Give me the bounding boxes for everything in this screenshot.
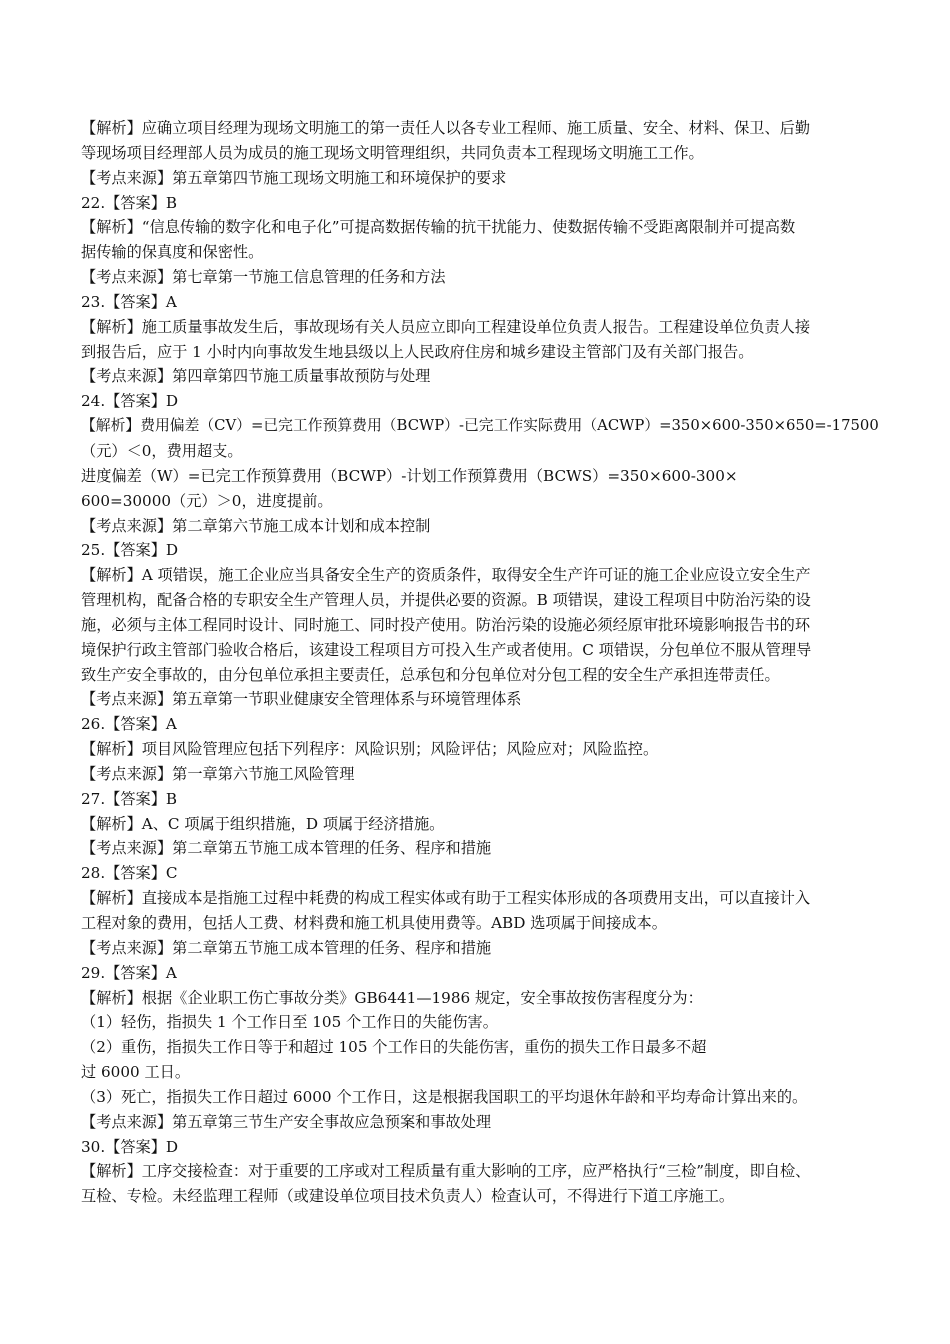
text-line: 27.【答案】B	[81, 789, 178, 808]
text-line: 境保护行政主管部门验收合格后，该建设工程项目方可投入生产或者使用。C 项错误，分包单位不服从管理导	[81, 640, 812, 659]
text-line: 25.【答案】D	[81, 541, 179, 560]
text-line: 施，必须与主体工程同时设计、同时施工、同时投产使用。防治污染的设施必须经原审批环境影响报告书的环	[81, 615, 810, 634]
text-line: （2）重伤，指损失工作日等于和超过 105 个工作日的失能伤害，重伤的损失工作日最多不超	[81, 1038, 707, 1057]
text-line: 【考点来源】第五章第一节职业健康安全管理体系与环境管理体系	[81, 690, 522, 709]
text-line: 24.【答案】D	[81, 392, 179, 411]
text-line: 【解析】直接成本是指施工过程中耗费的构成工程实体或有助于工程实体形成的各项费用支出，可以直接计入	[81, 889, 810, 908]
text-line: 进度偏差（W）=已完工作预算费用（BCWP）-计划工作预算费用（BCWS）=350×600-300×	[81, 466, 738, 485]
text-line: 【解析】“信息传输的数字化和电子化”可提高数据传输的抗干扰能力、使数据传输不受距离限制并可提高数	[81, 218, 796, 237]
text-line: 600=30000（元）＞0，进度提前。	[81, 491, 333, 510]
text-line: 【考点来源】第二章第五节施工成本管理的任务、程序和措施	[81, 938, 492, 957]
text-line: 【考点来源】第七章第一节施工信息管理的任务和方法	[81, 268, 446, 287]
text-line: 到报告后，应于 1 小时内向事故发生地县级以上人民政府住房和城乡建设主管部门及有关部门报告。	[81, 342, 754, 361]
document-page	[81, 116, 883, 1209]
text-line: 管理机构，配备合格的专职安全生产管理人员，并提供必要的资源。B 项错误，建设工程项目中防治污染的设	[81, 591, 811, 610]
text-line: 等现场项目经理部人员为成员的施工现场文明管理组织，共同负责本工程现场文明施工工作。	[81, 143, 704, 162]
text-line: 据传输的保真度和保密性。	[81, 243, 264, 262]
text-line: 【解析】项目风险管理应包括下列程序：风险识别；风险评估；风险应对；风险监控。	[81, 740, 659, 759]
text-line: 【考点来源】第五章第三节生产安全事故应急预案和事故处理	[81, 1112, 492, 1131]
text-line: 【解析】费用偏差（CV）=已完工作预算费用（BCWP）-已完工作实际费用（ACWP）=350×600-350×650=-17500	[81, 417, 879, 435]
text-line: 23.【答案】A	[81, 292, 177, 311]
text-line: （元）＜0，费用超支。	[81, 441, 243, 460]
text-line: 致生产安全事故的，由分包单位承担主要责任，总承包和分包单位对分包工程的安全生产承担连带责任。	[81, 665, 780, 684]
text-line: （3）死亡，指损失工作日超过 6000 个工作日，这是根据我国职工的平均退休年龄和平均寿命计算出来的。	[81, 1087, 808, 1106]
text-line: 28.【答案】C	[81, 864, 178, 883]
text-line: 【考点来源】第五章第四节施工现场文明施工和环境保护的要求	[81, 168, 507, 187]
text-line: 【考点来源】第四章第四节施工质量事故预防与处理	[81, 367, 431, 386]
text-line: 22.【答案】B	[81, 193, 178, 212]
text-line: 【解析】根据《企业职工伤亡事故分类》GB6441—1986 规定，安全事故按伤害程度分为：	[81, 988, 703, 1007]
text-line: 过 6000 工日。	[81, 1063, 191, 1082]
text-line: 【解析】工序交接检查：对于重要的工序或对工程质量有重大影响的工序，应严格执行“三检”制度，即自检、	[81, 1162, 811, 1181]
text-line: 【解析】A、C 项属于组织措施，D 项属于经济措施。	[81, 814, 445, 833]
text-line: 26.【答案】A	[81, 715, 177, 734]
text-line: 【考点来源】第二章第六节施工成本计划和成本控制	[81, 516, 431, 535]
text-line: 【考点来源】第一章第六节施工风险管理	[81, 764, 355, 783]
text-line: 【考点来源】第二章第五节施工成本管理的任务、程序和措施	[81, 839, 492, 858]
text-line: 【解析】施工质量事故发生后，事故现场有关人员应立即向工程建设单位负责人报告。工程建设单位负责人接	[81, 317, 810, 336]
text-line: （1）轻伤，指损失 1 个工作日至 105 个工作日的失能伤害。	[81, 1013, 498, 1032]
text-line: 互检、专检。未经监理工程师（或建设单位项目技术负责人）检查认可，不得进行下道工序施工。	[81, 1187, 735, 1206]
text-line: 工程对象的费用，包括人工费、材料费和施工机具使用费等。ABD 选项属于间接成本。	[81, 914, 667, 932]
text-line: 30.【答案】D	[81, 1137, 179, 1156]
text-line: 【解析】A 项错误，施工企业应当具备安全生产的资质条件，取得安全生产许可证的施工企业应设立安全生产	[81, 566, 811, 585]
text-line: 29.【答案】A	[81, 963, 177, 982]
text-line: 【解析】应确立项目经理为现场文明施工的第一责任人以各专业工程师、施工质量、安全、材料、保卫、后勤	[81, 119, 810, 137]
